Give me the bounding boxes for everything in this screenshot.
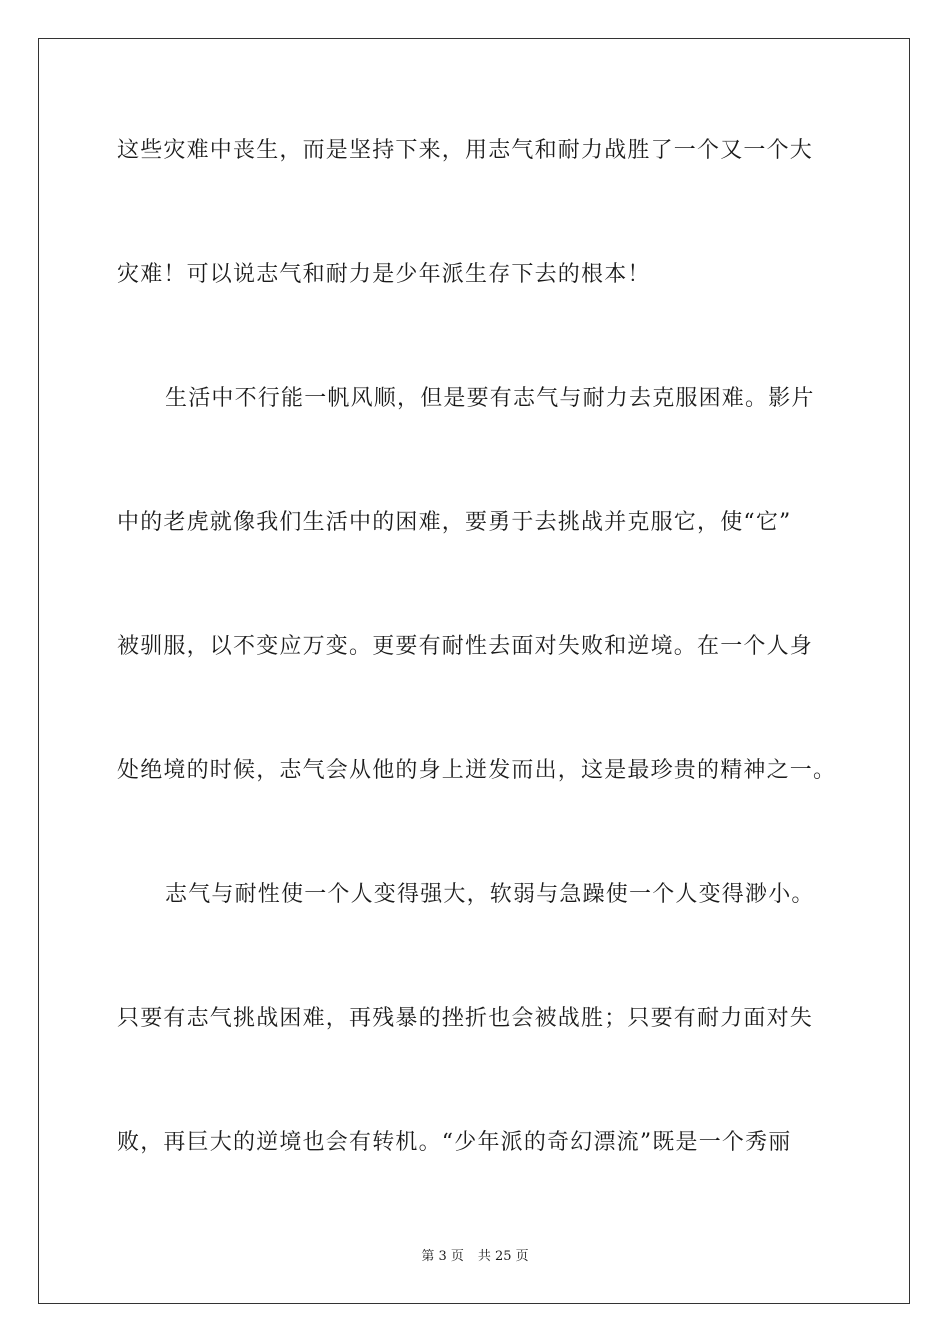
text-line-6: 处绝境的时候，志气会从他的身上迸发而出，这是最珍贵的精神之一。 bbox=[117, 758, 837, 783]
page-footer bbox=[0, 1248, 950, 1266]
page-total: 共 25 页 bbox=[477, 1249, 529, 1264]
text-line-1: 这些灾难中丧生，而是坚持下来，用志气和耐力战胜了一个又一个大 bbox=[117, 138, 814, 163]
page-border bbox=[38, 38, 910, 1304]
text-line-8: 只要有志气挑战困难，再残暴的挫折也会被战胜；只要有耐力面对失 bbox=[117, 1006, 814, 1031]
text-line-2: 灾难！可以说志气和耐力是少年派生存下去的根本！ bbox=[117, 262, 651, 287]
text-line-4: 中的老虎就像我们生活中的困难，要勇于去挑战并克服它，使“它” bbox=[117, 510, 792, 535]
text-line-5: 被驯服，以不变应万变。更要有耐性去面对失败和逆境。在一个人身 bbox=[117, 634, 814, 659]
page-number: 第 3 页 bbox=[421, 1249, 464, 1264]
text-line-9: 败，再巨大的逆境也会有转机。“少年派的奇幻漂流”既是一个秀丽 bbox=[117, 1130, 792, 1155]
paragraph-2-line-1: 生活中不行能一帆风顺，但是要有志气与耐力去克服困难。影片 bbox=[165, 386, 815, 411]
paragraph-3-line-1: 志气与耐性使一个人变得强大，软弱与急躁使一个人变得渺小。 bbox=[165, 882, 815, 907]
